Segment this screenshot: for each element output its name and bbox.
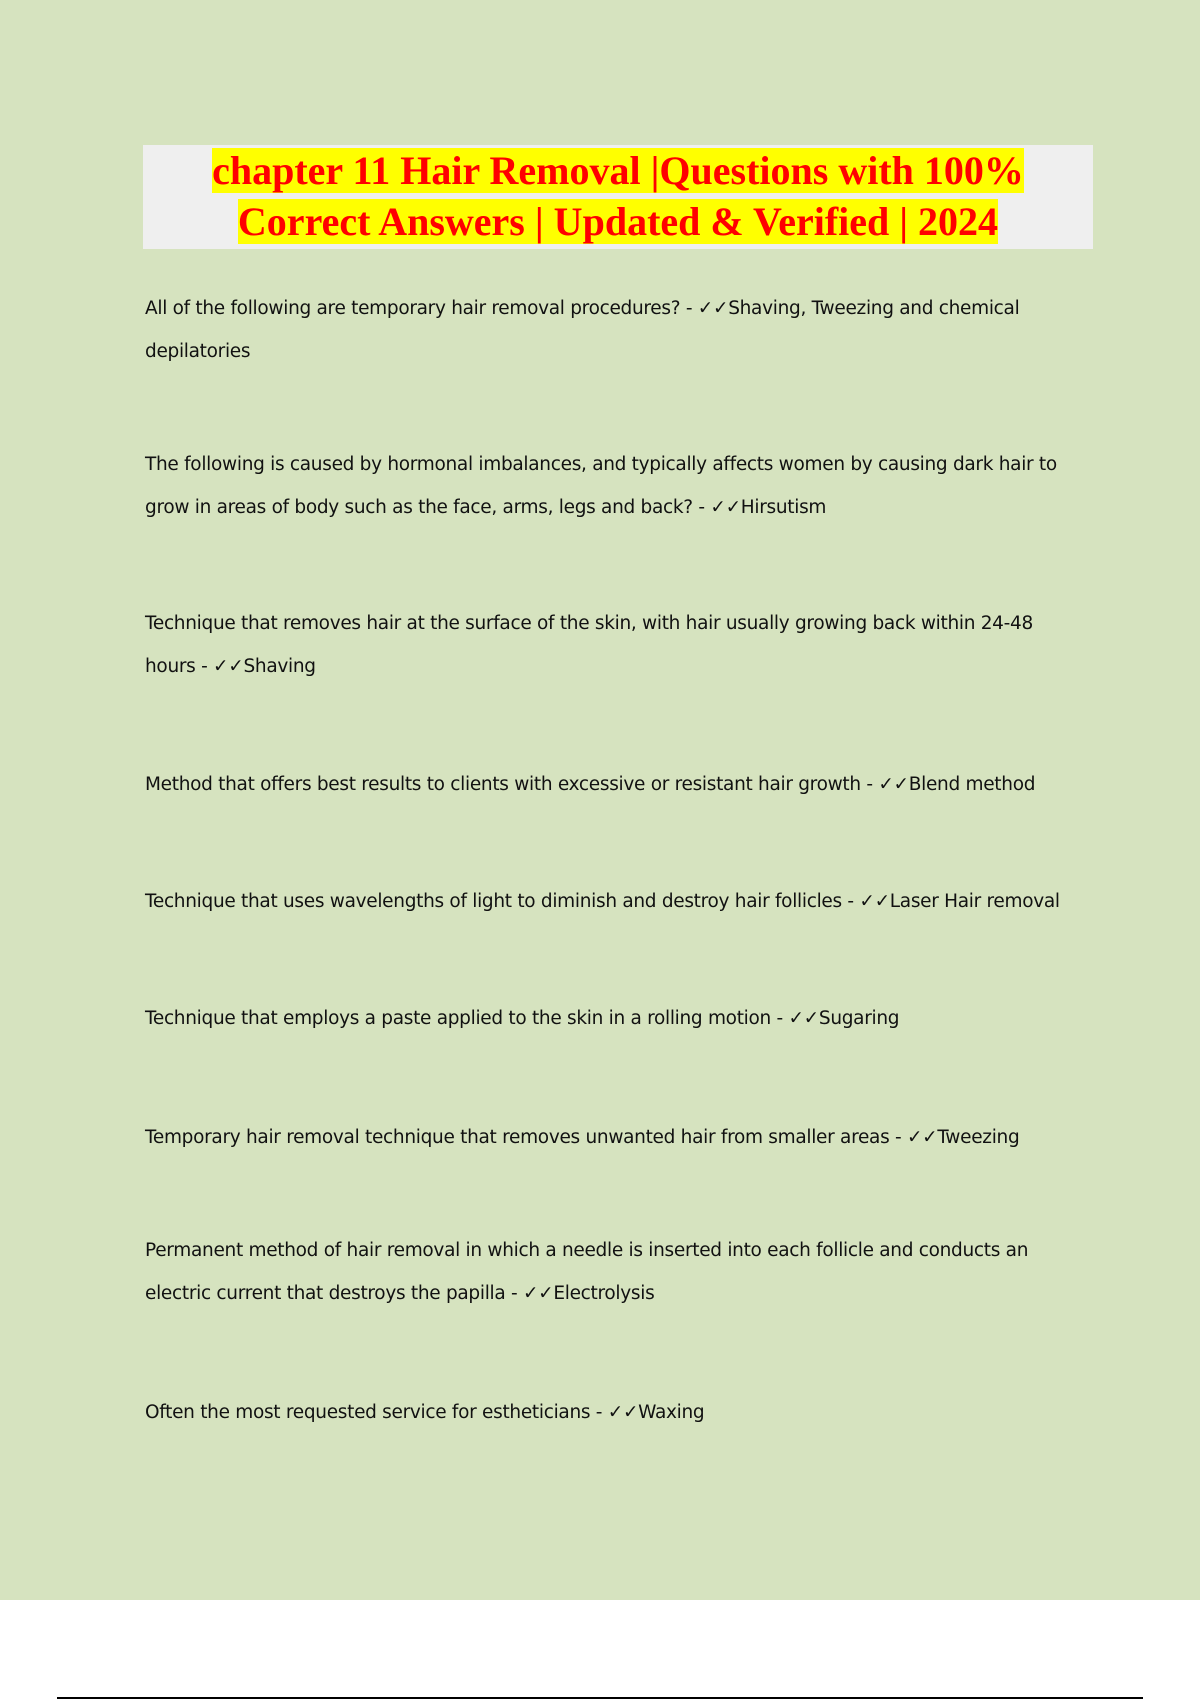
title-banner bbox=[143, 145, 1093, 249]
page-title: chapter 11 Hair Removal |Questions with 100% Correct Answers | Updated & Verified | 2024 bbox=[212, 148, 1024, 244]
qa-item-5: Technique that uses wavelengths of light to diminish and destroy hair follicles - ✓✓Laser Hair removal bbox=[145, 891, 1060, 912]
qa-item-6: Technique that employs a paste applied to the skin in a rolling motion - ✓✓Sugaring bbox=[145, 1008, 900, 1029]
qa-item-4: Method that offers best results to clients with excessive or resistant hair growth - ✓✓Blend method bbox=[145, 774, 1036, 795]
qa-item-8: Permanent method of hair removal in which a needle is inserted into each follicle and conducts an electric current that destroys the papilla - ✓✓Electrolysis bbox=[145, 1240, 1029, 1304]
qa-item-9: Often the most requested service for estheticians - ✓✓Waxing bbox=[145, 1402, 705, 1423]
qa-item-3: Technique that removes hair at the surface of the skin, with hair usually growing back within 24-48 hours - ✓✓Shaving bbox=[145, 613, 1033, 677]
qa-item-7: Temporary hair removal technique that removes unwanted hair from smaller areas - ✓✓Tweezing bbox=[145, 1127, 1020, 1148]
qa-item-2: The following is caused by hormonal imbalances, and typically affects women by causing dark hair to grow in areas of body such as the face, arms, legs and back? - ✓✓Hirsutism bbox=[145, 454, 1057, 518]
footer-divider bbox=[57, 1697, 1143, 1699]
qa-item-1: All of the following are temporary hair removal procedures? - ✓✓Shaving, Tweezing and chemical depilatories bbox=[145, 298, 1020, 362]
